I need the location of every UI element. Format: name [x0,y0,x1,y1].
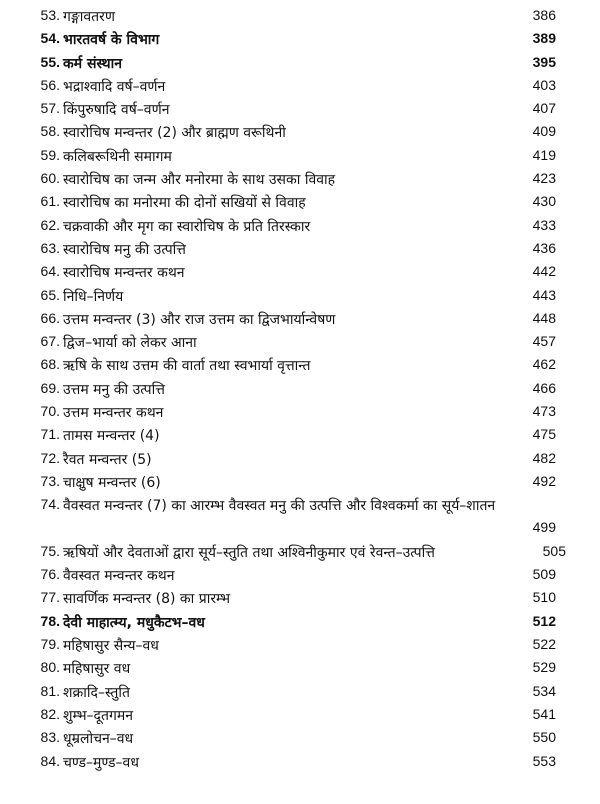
entry-title: उत्तम मन्वन्तर (3) और राज उत्तम का द्विजभार्यान्वेषण [63,311,336,328]
entry-title: चाक्षुष मन्वन्तर (6) [63,474,161,491]
entry-page-number: 407 [532,100,556,117]
entry-page-number: 448 [532,309,556,326]
toc-entry [0,308,600,331]
entry-number: 57. [40,100,60,117]
entry-page-number: 462 [532,356,556,373]
entry-number: 56. [40,76,60,93]
entry-page-number: 553 [532,752,556,769]
toc-entry [0,657,600,680]
entry-number: 66. [40,309,60,326]
entry-number: 79. [40,636,60,653]
entry-title: निधि–निर्णय [63,288,124,305]
toc-entry [0,448,600,471]
entry-number: 78. [40,612,60,629]
entry-page-number: 423 [532,170,556,187]
entry-title: स्वारोचिष मन्वन्तर (2) और ब्राह्मण वरूथिनी [63,125,286,142]
entry-number: 53. [40,7,60,23]
entry-page-number: 482 [532,449,556,466]
entry-number: 70. [40,403,60,420]
entry-title: रैवत मन्वन्तर (5) [63,451,152,468]
table-of-contents [0,5,600,774]
toc-entry [0,121,600,144]
toc-entry [0,704,600,727]
entry-page-number: 389 [532,30,556,47]
entry-page-number: 442 [532,263,556,280]
entry-number: 54. [40,30,60,47]
toc-entry [0,727,600,750]
entry-page-number: 529 [532,659,556,676]
entry-number: 77. [40,589,60,606]
entry-page-number: 512 [532,612,556,629]
entry-number: 65. [40,286,60,303]
entry-number: 71. [40,426,60,443]
entry-page-number: 475 [532,426,556,443]
entry-title: महिषासुर वध [63,661,131,678]
entry-number: 82. [40,705,60,722]
entry-number: 58. [40,123,60,140]
entry-title: देवी माहात्म्य, मधुकैटभ–वध [63,614,205,631]
entry-page-number: 541 [532,705,556,722]
toc-entry [0,587,600,610]
entry-number: 76. [40,566,60,583]
entry-title: स्वारोचिष का मनोरमा की दोनों सखियों से विवाह [63,195,306,212]
toc-entry [0,634,600,657]
entry-title: गङ्गावतरण [63,9,115,25]
toc-entry [0,168,600,191]
entry-title: शुम्भ–दूतगमन [63,707,133,724]
entry-page-number: 403 [532,76,556,93]
entry-title: शक्रादि–स्तुति [63,684,130,701]
entry-title: भद्राश्वादि वर्ष–वर्णन [63,78,166,95]
entry-page-number: 505 [542,542,566,559]
toc-entry [0,494,600,541]
entry-page-number: 430 [532,193,556,210]
entry-page-number: 492 [532,472,556,489]
entry-title: उत्तम मनु की उत्पत्ति [63,381,165,398]
entry-page-number: 395 [532,53,556,70]
entry-page-number: 509 [532,566,556,583]
entry-number: 60. [40,170,60,187]
entry-number: 61. [40,193,60,210]
entry-number: 80. [40,659,60,676]
entry-title: सावर्णिक मन्वन्तर (8) का प्रारम्भ [63,591,231,608]
toc-entry [0,261,600,284]
entry-page-number: 457 [532,333,556,350]
toc-entry [0,751,600,774]
toc-entry [0,564,600,587]
toc-entry [0,285,600,308]
toc-entry [0,331,600,354]
entry-title: कर्म संस्थान [63,55,122,72]
entry-number: 62. [40,216,60,233]
toc-entry [0,541,600,564]
entry-number: 59. [40,146,60,163]
entry-number: 67. [40,333,60,350]
entry-title: धूम्रलोचन–वध [63,731,134,748]
toc-entry [0,424,600,447]
entry-number: 75. [40,542,60,559]
toc-entry [0,98,600,121]
toc-entry [0,471,600,494]
entry-number: 73. [40,472,60,489]
entry-title: चण्ड–मुण्ड–वध [63,754,139,771]
entry-title: महिषासुर सैन्य–वध [63,638,159,655]
toc-entry [0,611,600,634]
entry-page-number: 443 [532,286,556,303]
toc-entry [0,75,600,98]
toc-entry [0,354,600,377]
toc-entry [0,238,600,261]
entry-title: तामस मन्वन्तर (4) [63,428,160,445]
entry-number: 81. [40,682,60,699]
entry-page-number: 466 [532,379,556,396]
entry-title: स्वारोचिष मन्वन्तर कथन [63,265,185,282]
entry-title: ऋषियों और देवताओं द्वारा सूर्य–स्तुति तथा अश्विनीकुमार एवं रेवन्त–उत्पत्ति [63,544,435,561]
entry-number: 55. [40,53,60,70]
entry-number: 74. [40,496,60,513]
toc-entry [0,191,600,214]
entry-title: भारतवर्ष के विभाग [63,32,160,49]
entry-title: वैवस्वत मन्वन्तर (7) का आरम्भ वैवस्वत मनु की उत्पत्ति और विश्वकर्मा का सूर्य–शातन [63,498,496,515]
entry-number: 63. [40,239,60,256]
entry-title: कलिबरूथिनी समागम [63,148,172,165]
entry-number: 69. [40,379,60,396]
entry-number: 64. [40,263,60,280]
entry-title: चक्रवाकी और मृग का स्वारोचिष के प्रति तिरस्कार [63,218,311,235]
entry-title: ऋषि के साथ उत्तम की वार्ता तथा स्वभार्या वृत्तान्त [63,358,311,375]
toc-entry [0,378,600,401]
toc-entry [0,28,600,51]
toc-entry [0,681,600,704]
entry-page-number: 534 [532,682,556,699]
entry-title: उत्तम मन्वन्तर कथन [63,405,164,422]
entry-page-number: 436 [532,239,556,256]
entry-title: वैवस्वत मन्वन्तर कथन [63,568,175,585]
toc-entry [0,5,600,28]
entry-page-number: 499 [532,519,556,536]
entry-title: स्वारोचिष मनु की उत्पत्ति [63,241,186,258]
entry-page-number: 550 [532,729,556,746]
entry-page-number: 510 [532,589,556,606]
entry-page-number: 433 [532,216,556,233]
entry-number: 83. [40,729,60,746]
entry-title: किंपुरुषादि वर्ष–वर्णन [63,102,170,119]
entry-page-number: 522 [532,636,556,653]
entry-page-number: 473 [532,403,556,420]
entry-title: स्वारोचिष का जन्म और मनोरमा के साथ उसका विवाह [63,172,336,189]
entry-page-number: 419 [532,146,556,163]
toc-entry [0,145,600,168]
toc-entry [0,52,600,75]
entry-page-number: 386 [532,7,556,23]
entry-page-number: 409 [532,123,556,140]
entry-number: 68. [40,356,60,373]
toc-entry [0,215,600,238]
entry-number: 72. [40,449,60,466]
entry-number: 84. [40,752,60,769]
toc-entry [0,401,600,424]
entry-title: द्विज–भार्या को लेकर आना [63,335,197,352]
